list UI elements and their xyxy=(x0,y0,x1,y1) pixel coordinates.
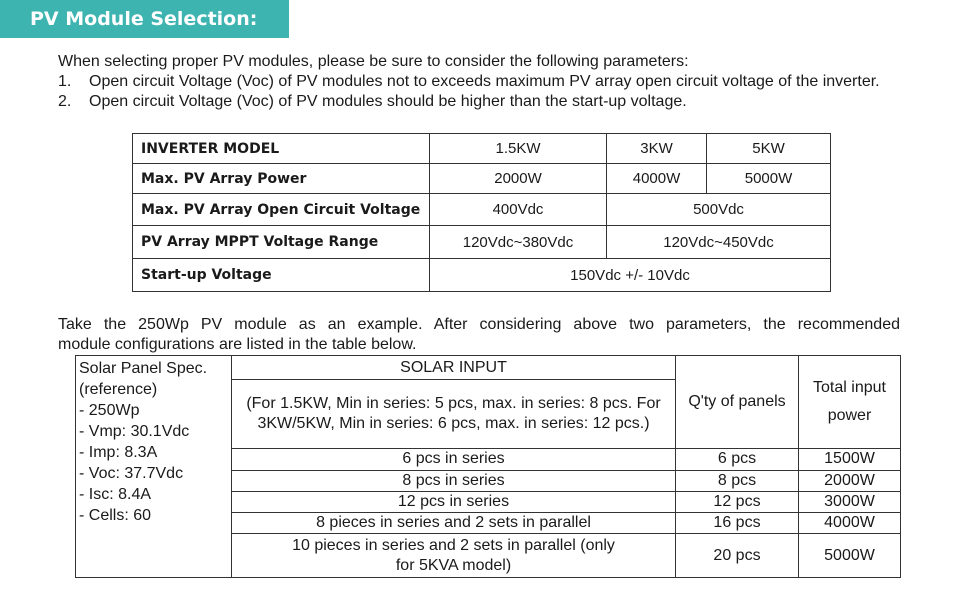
example-line: module configurations are listed in the table below. xyxy=(58,336,417,353)
power-cell: 5000W xyxy=(799,534,901,578)
intro-text: When selecting proper PV modules, please be sure to consider the following parameters: xyxy=(58,53,689,70)
power-cell: 1500W xyxy=(799,449,901,470)
module-config-table xyxy=(75,355,901,578)
panel-spec-cell xyxy=(76,356,232,578)
spec-line: (reference) xyxy=(79,381,158,398)
inverter-spec-table xyxy=(132,133,831,292)
config-cell: 8 pcs in series xyxy=(232,470,676,491)
table-row xyxy=(133,134,831,164)
example-line: Take the 250Wp PV module as an example. After considering above two parameters, the recommended xyxy=(58,316,900,333)
total-power-header xyxy=(799,356,901,449)
solar-input-note: (For 1.5KW, Min in series: 5 pcs, max. in series: 8 pcs. For 3KW/5KW, Min in series: 6 pcs, max. in series: 12 pcs.) xyxy=(232,380,676,449)
solar-input-header: SOLAR INPUT xyxy=(232,356,676,380)
qty-cell: 12 pcs xyxy=(676,491,799,512)
table-cell: 150Vdc +/- 10Vdc xyxy=(430,259,831,292)
spec-line: - Imp: 8.3A xyxy=(79,444,158,461)
table-row xyxy=(133,194,831,226)
table-cell: 3KW xyxy=(607,134,707,164)
table-cell: 2000W xyxy=(430,164,607,194)
table-cell: 5KW xyxy=(707,134,831,164)
config-cell: 6 pcs in series xyxy=(232,449,676,470)
config-cell: 8 pieces in series and 2 sets in parallel xyxy=(232,513,676,534)
table-cell: 4000W xyxy=(607,164,707,194)
spec-line: - Voc: 37.7Vdc xyxy=(79,465,184,482)
table-cell: 1.5KW xyxy=(430,134,607,164)
row-label: Start-up Voltage xyxy=(133,259,430,292)
spec-line: - 250Wp xyxy=(79,402,140,419)
table-cell: 400Vdc xyxy=(430,194,607,226)
table-row xyxy=(76,356,901,380)
row-label: PV Array MPPT Voltage Range xyxy=(133,226,430,259)
power-cell: 4000W xyxy=(799,513,901,534)
table-row xyxy=(133,259,831,292)
row-label: Max. PV Array Open Circuit Voltage xyxy=(133,194,430,226)
list-item xyxy=(58,72,908,92)
table-row xyxy=(133,226,831,259)
spec-line: Solar Panel Spec. xyxy=(79,360,208,377)
total-power-header-text: Total input power xyxy=(813,379,886,425)
parameter-list xyxy=(58,72,908,112)
spec-line: - Cells: 60 xyxy=(79,507,152,524)
list-text: Open circuit Voltage (Voc) of PV modules not to exceeds maximum PV array open circuit voltage of the inverter. xyxy=(89,73,880,90)
row-label: INVERTER MODEL xyxy=(133,134,430,164)
table-cell: 5000W xyxy=(707,164,831,194)
config-cell: 10 pieces in series and 2 sets in parallel (only for 5KVA model) xyxy=(232,534,676,578)
spec-line: - Isc: 8.4A xyxy=(79,486,152,503)
row-label: Max. PV Array Power xyxy=(133,164,430,194)
list-text: Open circuit Voltage (Voc) of PV modules should be higher than the start-up voltage. xyxy=(89,93,687,110)
spec-line: - Vmp: 30.1Vdc xyxy=(79,423,190,440)
qty-header: Q'ty of panels xyxy=(676,356,799,449)
table-cell: 500Vdc xyxy=(607,194,831,226)
table-cell: 120Vdc~450Vdc xyxy=(607,226,831,259)
table-cell: 120Vdc~380Vdc xyxy=(430,226,607,259)
table-row xyxy=(133,164,831,194)
qty-cell: 20 pcs xyxy=(676,534,799,578)
config-cell: 12 pcs in series xyxy=(232,491,676,512)
section-title: PV Module Selection: xyxy=(30,8,258,30)
qty-cell: 16 pcs xyxy=(676,513,799,534)
example-paragraph xyxy=(58,315,900,355)
list-item xyxy=(58,92,908,112)
list-number: 2. xyxy=(58,93,72,110)
qty-cell: 8 pcs xyxy=(676,470,799,491)
power-cell: 3000W xyxy=(799,491,901,512)
section-title-banner xyxy=(0,0,289,38)
qty-cell: 6 pcs xyxy=(676,449,799,470)
power-cell: 2000W xyxy=(799,470,901,491)
list-number: 1. xyxy=(58,73,72,90)
